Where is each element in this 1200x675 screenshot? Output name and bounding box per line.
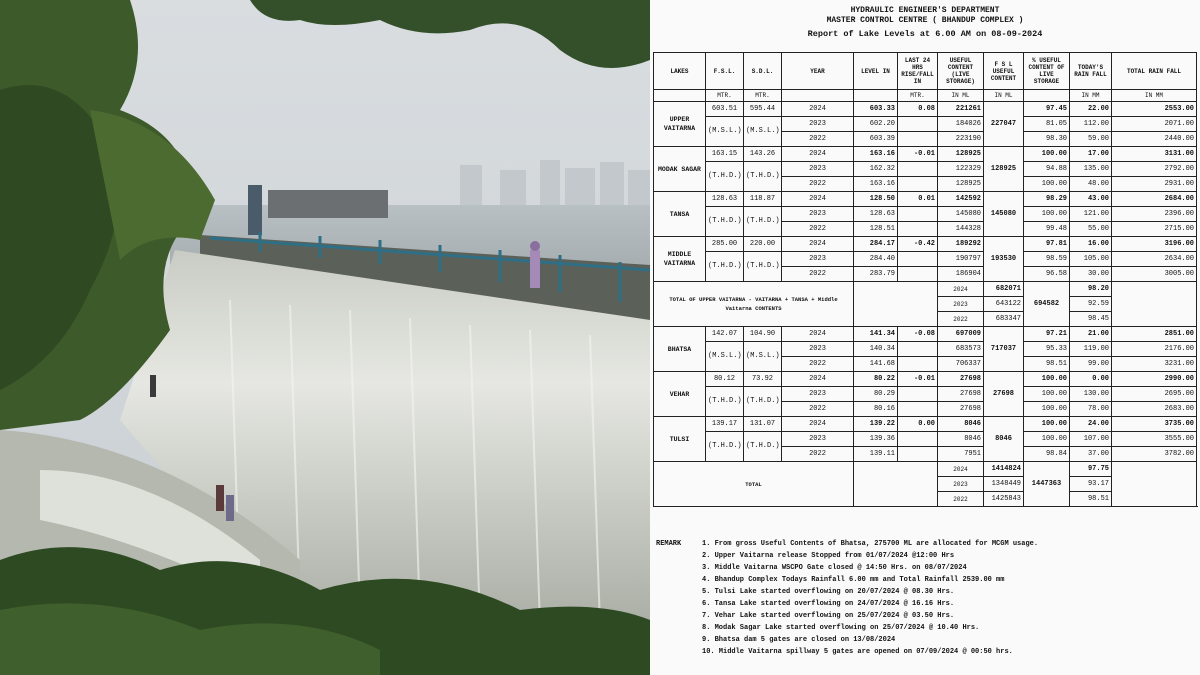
rise-fall-cell xyxy=(898,357,938,372)
total-rainfall-cell: 2440.00 xyxy=(1112,132,1197,147)
fsl-value: 285.00 xyxy=(706,237,744,252)
sdl-datum: (T.H.D.) xyxy=(744,432,782,462)
table-row xyxy=(654,102,1197,117)
total-rainfall-cell: 2634.00 xyxy=(1112,252,1197,267)
total-rainfall-cell: 2931.00 xyxy=(1112,177,1197,192)
remarks-section xyxy=(656,538,1196,658)
fsl-datum: (T.H.D.) xyxy=(706,432,744,462)
percent-content-cell: 100.00 xyxy=(1024,147,1070,162)
level-cell: 284.17 xyxy=(854,237,898,252)
total-rainfall-cell: 3782.00 xyxy=(1112,447,1197,462)
table-units-row xyxy=(654,90,1197,102)
todays-rainfall-cell: 0.00 xyxy=(1070,372,1112,387)
todays-rainfall-cell: 30.00 xyxy=(1070,267,1112,282)
total-rainfall-cell: 3196.00 xyxy=(1112,237,1197,252)
percent-content-cell: 98.30 xyxy=(1024,132,1070,147)
remark-item: 8. Modak Sagar Lake started overflowing on 25/07/2024 @ 10.40 Hrs. xyxy=(702,624,980,632)
year-cell: 2022 xyxy=(782,447,854,462)
column-header: USEFUL CONTENT (LIVE STORAGE) xyxy=(938,53,984,90)
level-cell: 603.33 xyxy=(854,102,898,117)
rise-fall-cell xyxy=(898,267,938,282)
useful-content-cell: 142592 xyxy=(938,192,984,207)
useful-content-cell: 145080 xyxy=(938,207,984,222)
level-cell: 162.32 xyxy=(854,162,898,177)
todays-rainfall-cell: 48.00 xyxy=(1070,177,1112,192)
level-cell: 283.79 xyxy=(854,267,898,282)
table-header-row xyxy=(654,53,1197,90)
total-percent-cell: 92.59 xyxy=(1070,297,1112,312)
table-row xyxy=(654,372,1197,387)
percent-content-cell: 100.00 xyxy=(1024,387,1070,402)
total-content-cell: 1425843 xyxy=(984,492,1024,507)
useful-content-cell: 223190 xyxy=(938,132,984,147)
total-rainfall-cell: 2683.00 xyxy=(1112,402,1197,417)
useful-content-cell: 683573 xyxy=(938,342,984,357)
sdl-value: 595.44 xyxy=(744,102,782,117)
level-cell: 139.11 xyxy=(854,447,898,462)
useful-content-cell: 27698 xyxy=(938,372,984,387)
percent-content-cell: 100.00 xyxy=(1024,432,1070,447)
remarks-label: REMARK xyxy=(656,540,682,548)
rise-fall-cell xyxy=(898,177,938,192)
todays-rainfall-cell: 22.00 xyxy=(1070,102,1112,117)
todays-rainfall-cell: 107.00 xyxy=(1070,432,1112,447)
remark-item: 6. Tansa Lake started overflowing on 24/07/2024 @ 16.16 Hrs. xyxy=(702,600,955,608)
level-cell: 80.16 xyxy=(854,402,898,417)
level-cell: 284.40 xyxy=(854,252,898,267)
level-cell: 80.29 xyxy=(854,387,898,402)
year-cell: 2022 xyxy=(938,492,984,507)
sdl-datum: (T.H.D.) xyxy=(744,207,782,237)
year-cell: 2024 xyxy=(782,327,854,342)
useful-content-cell: 706337 xyxy=(938,357,984,372)
todays-rainfall-cell: 130.00 xyxy=(1070,387,1112,402)
fsl-value: 142.07 xyxy=(706,327,744,342)
remark-item: 5. Tulsi Lake started overflowing on 20/07/2024 @ 08.30 Hrs. xyxy=(702,588,955,596)
remark-item: 10. Middle Vaitarna spillway 5 gates are opened on 07/09/2024 @ 00:50 hrs. xyxy=(702,648,1013,656)
year-cell: 2023 xyxy=(782,162,854,177)
total-label: TOTAL xyxy=(654,462,854,507)
level-cell: 603.39 xyxy=(854,132,898,147)
unit-cell: MTR. xyxy=(706,90,744,102)
year-cell: 2024 xyxy=(782,237,854,252)
useful-content-cell: 128925 xyxy=(938,147,984,162)
unit-cell xyxy=(654,90,706,102)
unit-cell xyxy=(854,90,898,102)
sdl-value: 73.92 xyxy=(744,372,782,387)
total-row xyxy=(654,462,1197,477)
year-cell: 2024 xyxy=(782,372,854,387)
total-percent-cell: 98.20 xyxy=(1070,282,1112,297)
total-rainfall-cell: 2176.00 xyxy=(1112,342,1197,357)
level-cell: 139.36 xyxy=(854,432,898,447)
useful-content-cell: 7951 xyxy=(938,447,984,462)
remark-item: 1. From gross Useful Contents of Bhatsa, 275700 ML are allocated for MCGM usage. xyxy=(702,540,1039,548)
lake-name: BHATSA xyxy=(654,327,706,372)
rise-fall-cell: -0.08 xyxy=(898,327,938,342)
total-rainfall-cell: 2684.00 xyxy=(1112,192,1197,207)
year-cell: 2022 xyxy=(782,402,854,417)
year-cell: 2023 xyxy=(782,252,854,267)
sdl-value: 143.26 xyxy=(744,147,782,162)
useful-content-cell: 122329 xyxy=(938,162,984,177)
year-cell: 2024 xyxy=(782,192,854,207)
report-header xyxy=(650,6,1200,39)
percent-content-cell: 97.21 xyxy=(1024,327,1070,342)
total-rainfall-cell: 2071.00 xyxy=(1112,117,1197,132)
remark-item: 9. Bhatsa dam 5 gates are closed on 13/08/2024 xyxy=(702,636,896,644)
total-content-cell: 682071 xyxy=(984,282,1024,297)
total-rainfall-cell: 3005.00 xyxy=(1112,267,1197,282)
year-cell: 2023 xyxy=(782,207,854,222)
column-header: YEAR xyxy=(782,53,854,90)
total-rainfall-cell: 3231.00 xyxy=(1112,357,1197,372)
useful-content-cell: 144328 xyxy=(938,222,984,237)
total-rainfall-cell: 2990.00 xyxy=(1112,372,1197,387)
rise-fall-cell xyxy=(898,222,938,237)
todays-rainfall-cell: 105.00 xyxy=(1070,252,1112,267)
percent-content-cell: 100.00 xyxy=(1024,372,1070,387)
useful-content-cell: 184026 xyxy=(938,117,984,132)
unit-cell: MTR. xyxy=(898,90,938,102)
year-cell: 2023 xyxy=(782,342,854,357)
total-content-cell: 1414824 xyxy=(984,462,1024,477)
fsl-datum: (T.H.D.) xyxy=(706,387,744,417)
lake-name: MIDDLE VAITARNA xyxy=(654,237,706,282)
todays-rainfall-cell: 59.00 xyxy=(1070,132,1112,147)
todays-rainfall-cell: 43.00 xyxy=(1070,192,1112,207)
year-cell: 2022 xyxy=(782,177,854,192)
fsl-datum: (T.H.D.) xyxy=(706,162,744,192)
remark-item: 4. Bhandup Complex Todays Rainfall 6.00 mm and Total Rainfall 2539.00 mm xyxy=(702,576,1005,584)
total-rainfall-cell: 2553.00 xyxy=(1112,102,1197,117)
year-cell: 2024 xyxy=(938,282,984,297)
unit-cell: IN MM xyxy=(1112,90,1197,102)
report-title: Report of Lake Levels at 6.00 AM on 08-09-2024 xyxy=(807,29,1043,39)
year-cell: 2024 xyxy=(782,102,854,117)
rise-fall-cell xyxy=(898,117,938,132)
useful-content-cell: 189292 xyxy=(938,237,984,252)
useful-content-cell: 697009 xyxy=(938,327,984,342)
todays-rainfall-cell: 112.00 xyxy=(1070,117,1112,132)
sdl-value: 118.87 xyxy=(744,192,782,207)
year-cell: 2022 xyxy=(782,222,854,237)
percent-content-cell: 97.81 xyxy=(1024,237,1070,252)
level-cell: 163.16 xyxy=(854,177,898,192)
fsl-useful-content: 145080 xyxy=(984,192,1024,237)
total-content-cell: 643122 xyxy=(984,297,1024,312)
blank-cell xyxy=(854,282,938,327)
fsl-useful-content: 128925 xyxy=(984,147,1024,192)
unit-cell: IN MM xyxy=(1070,90,1112,102)
table-row xyxy=(654,207,1197,222)
todays-rainfall-cell: 24.00 xyxy=(1070,417,1112,432)
lake-name: UPPER VAITARNA xyxy=(654,102,706,147)
total-percent-cell: 98.51 xyxy=(1070,492,1112,507)
percent-content-cell: 100.00 xyxy=(1024,207,1070,222)
year-cell: 2022 xyxy=(782,267,854,282)
table-row xyxy=(654,432,1197,447)
todays-rainfall-cell: 135.00 xyxy=(1070,162,1112,177)
fsl-useful-content: 227047 xyxy=(984,102,1024,147)
level-cell: 139.22 xyxy=(854,417,898,432)
total-rainfall-cell: 2396.00 xyxy=(1112,207,1197,222)
useful-content-cell: 186904 xyxy=(938,267,984,282)
sdl-datum: (T.H.D.) xyxy=(744,252,782,282)
rise-fall-cell xyxy=(898,207,938,222)
total-rainfall-cell: 2851.00 xyxy=(1112,327,1197,342)
lake-level-report xyxy=(650,0,1200,675)
sdl-value: 220.00 xyxy=(744,237,782,252)
todays-rainfall-cell: 17.00 xyxy=(1070,147,1112,162)
year-cell: 2024 xyxy=(782,147,854,162)
percent-content-cell: 98.59 xyxy=(1024,252,1070,267)
column-header: S.D.L. xyxy=(744,53,782,90)
level-cell: 141.34 xyxy=(854,327,898,342)
percent-content-cell: 97.45 xyxy=(1024,102,1070,117)
control-centre-title: MASTER CONTROL CENTRE ( BHANDUP COMPLEX ) xyxy=(826,16,1024,25)
rise-fall-cell xyxy=(898,162,938,177)
sdl-value: 131.07 xyxy=(744,417,782,432)
unit-cell xyxy=(782,90,854,102)
fsl-value: 128.63 xyxy=(706,192,744,207)
table-row xyxy=(654,252,1197,267)
todays-rainfall-cell: 55.00 xyxy=(1070,222,1112,237)
fsl-useful-content: 193530 xyxy=(984,237,1024,282)
column-header: TODAY'S RAIN FALL xyxy=(1070,53,1112,90)
lake-name: VEHAR xyxy=(654,372,706,417)
table-row xyxy=(654,342,1197,357)
todays-rainfall-cell: 21.00 xyxy=(1070,327,1112,342)
level-cell: 602.20 xyxy=(854,117,898,132)
column-header: LAKES xyxy=(654,53,706,90)
year-cell: 2022 xyxy=(782,357,854,372)
todays-rainfall-cell: 119.00 xyxy=(1070,342,1112,357)
total-rainfall-cell: 3555.00 xyxy=(1112,432,1197,447)
useful-content-cell: 27698 xyxy=(938,387,984,402)
blank-cell xyxy=(1112,282,1197,327)
column-header: F S L USEFUL CONTENT xyxy=(984,53,1024,90)
percent-content-cell: 81.05 xyxy=(1024,117,1070,132)
total-percent-cell: 98.45 xyxy=(1070,312,1112,327)
percent-content-cell: 98.51 xyxy=(1024,357,1070,372)
fsl-value: 139.17 xyxy=(706,417,744,432)
useful-content-cell: 221261 xyxy=(938,102,984,117)
sdl-datum: (M.S.L.) xyxy=(744,117,782,147)
fsl-datum: (T.H.D.) xyxy=(706,252,744,282)
total-rainfall-cell: 3131.00 xyxy=(1112,147,1197,162)
year-cell: 2023 xyxy=(782,432,854,447)
sdl-datum: (T.H.D.) xyxy=(744,162,782,192)
subtotal-fsl-content: 694582 xyxy=(1024,282,1070,327)
useful-content-cell: 190797 xyxy=(938,252,984,267)
department-title: HYDRAULIC ENGINEER'S DEPARTMENT xyxy=(850,6,1000,15)
total-content-cell: 683347 xyxy=(984,312,1024,327)
table-row xyxy=(654,417,1197,432)
year-cell: 2023 xyxy=(782,387,854,402)
total-percent-cell: 97.75 xyxy=(1070,462,1112,477)
year-cell: 2023 xyxy=(938,477,984,492)
useful-content-cell: 8046 xyxy=(938,417,984,432)
column-header: TOTAL RAIN FALL xyxy=(1112,53,1197,90)
table-row xyxy=(654,162,1197,177)
fsl-value: 163.15 xyxy=(706,147,744,162)
fsl-useful-content: 8046 xyxy=(984,417,1024,462)
table-row xyxy=(654,327,1197,342)
rise-fall-cell xyxy=(898,432,938,447)
year-cell: 2022 xyxy=(782,132,854,147)
remark-item: 3. Middle Vaitarna WSCPO Gate closed @ 14:50 Hrs. on 08/07/2024 xyxy=(702,564,967,572)
lake-name: TULSI xyxy=(654,417,706,462)
fsl-value: 603.51 xyxy=(706,102,744,117)
blank-cell xyxy=(854,462,938,507)
percent-content-cell: 96.58 xyxy=(1024,267,1070,282)
unit-cell xyxy=(1024,90,1070,102)
total-percent-cell: 93.17 xyxy=(1070,477,1112,492)
level-cell: 163.16 xyxy=(854,147,898,162)
sdl-value: 104.90 xyxy=(744,327,782,342)
rise-fall-cell xyxy=(898,447,938,462)
column-header: F.S.L. xyxy=(706,53,744,90)
remark-item: 7. Vehar Lake started overflowing on 25/07/2024 @ 03.50 Hrs. xyxy=(702,612,955,620)
column-header: LEVEL IN xyxy=(854,53,898,90)
total-row xyxy=(654,282,1197,297)
percent-content-cell: 99.48 xyxy=(1024,222,1070,237)
lake-name: TANSA xyxy=(654,192,706,237)
useful-content-cell: 128925 xyxy=(938,177,984,192)
total-content-cell: 1348449 xyxy=(984,477,1024,492)
year-cell: 2022 xyxy=(938,312,984,327)
table-row xyxy=(654,147,1197,162)
level-cell: 128.50 xyxy=(854,192,898,207)
level-cell: 128.63 xyxy=(854,207,898,222)
year-cell: 2024 xyxy=(782,417,854,432)
lake-name: MODAK SAGAR xyxy=(654,147,706,192)
sdl-datum: (M.S.L.) xyxy=(744,342,782,372)
rise-fall-cell xyxy=(898,402,938,417)
level-cell: 141.68 xyxy=(854,357,898,372)
total-rainfall-cell: 2792.00 xyxy=(1112,162,1197,177)
todays-rainfall-cell: 16.00 xyxy=(1070,237,1112,252)
fsl-datum: (M.S.L.) xyxy=(706,342,744,372)
table-row xyxy=(654,192,1197,207)
rise-fall-cell xyxy=(898,132,938,147)
rise-fall-cell: 0.01 xyxy=(898,192,938,207)
total-fsl-content: 1447363 xyxy=(1024,462,1070,507)
level-cell: 128.51 xyxy=(854,222,898,237)
remarks-list xyxy=(656,538,1196,658)
percent-content-cell: 100.00 xyxy=(1024,402,1070,417)
fsl-datum: (M.S.L.) xyxy=(706,117,744,147)
todays-rainfall-cell: 121.00 xyxy=(1070,207,1112,222)
column-header: % USEFUL CONTENT OF LIVE STORAGE xyxy=(1024,53,1070,90)
sdl-datum: (T.H.D.) xyxy=(744,387,782,417)
rise-fall-cell: -0.42 xyxy=(898,237,938,252)
todays-rainfall-cell: 78.00 xyxy=(1070,402,1112,417)
rise-fall-cell: -0.01 xyxy=(898,147,938,162)
percent-content-cell: 100.00 xyxy=(1024,417,1070,432)
fsl-useful-content: 717037 xyxy=(984,327,1024,372)
total-rainfall-cell: 2695.00 xyxy=(1112,387,1197,402)
table-row xyxy=(654,387,1197,402)
useful-content-cell: 27698 xyxy=(938,402,984,417)
level-cell: 80.22 xyxy=(854,372,898,387)
rise-fall-cell: 0.08 xyxy=(898,102,938,117)
rise-fall-cell: 0.00 xyxy=(898,417,938,432)
fsl-value: 80.12 xyxy=(706,372,744,387)
subtotal-label: TOTAL OF UPPER VAITARNA - VAITARNA + TANSA + Middle Vaitarna CONTENTS xyxy=(654,282,854,327)
percent-content-cell: 98.84 xyxy=(1024,447,1070,462)
blank-cell xyxy=(1112,462,1197,507)
unit-cell: MTR. xyxy=(744,90,782,102)
percent-content-cell: 94.88 xyxy=(1024,162,1070,177)
level-cell: 140.34 xyxy=(854,342,898,357)
todays-rainfall-cell: 99.00 xyxy=(1070,357,1112,372)
rise-fall-cell xyxy=(898,387,938,402)
lake-levels-table xyxy=(653,52,1197,507)
rise-fall-cell xyxy=(898,342,938,357)
year-cell: 2024 xyxy=(938,462,984,477)
fsl-useful-content: 27698 xyxy=(984,372,1024,417)
todays-rainfall-cell: 37.00 xyxy=(1070,447,1112,462)
column-header: LAST 24 HRS RISE/FALL IN xyxy=(898,53,938,90)
percent-content-cell: 100.00 xyxy=(1024,177,1070,192)
year-cell: 2023 xyxy=(782,117,854,132)
remark-item: 2. Upper Vaitarna release Stopped from 01/07/2024 @12:00 Hrs xyxy=(702,552,955,560)
percent-content-cell: 98.29 xyxy=(1024,192,1070,207)
unit-cell: IN ML xyxy=(938,90,984,102)
rise-fall-cell xyxy=(898,252,938,267)
total-rainfall-cell: 3735.00 xyxy=(1112,417,1197,432)
table-row xyxy=(654,237,1197,252)
rise-fall-cell: -0.01 xyxy=(898,372,938,387)
total-rainfall-cell: 2715.00 xyxy=(1112,222,1197,237)
percent-content-cell: 95.33 xyxy=(1024,342,1070,357)
table-row xyxy=(654,117,1197,132)
useful-content-cell: 8046 xyxy=(938,432,984,447)
unit-cell: IN ML xyxy=(984,90,1024,102)
year-cell: 2023 xyxy=(938,297,984,312)
fsl-datum: (T.H.D.) xyxy=(706,207,744,237)
